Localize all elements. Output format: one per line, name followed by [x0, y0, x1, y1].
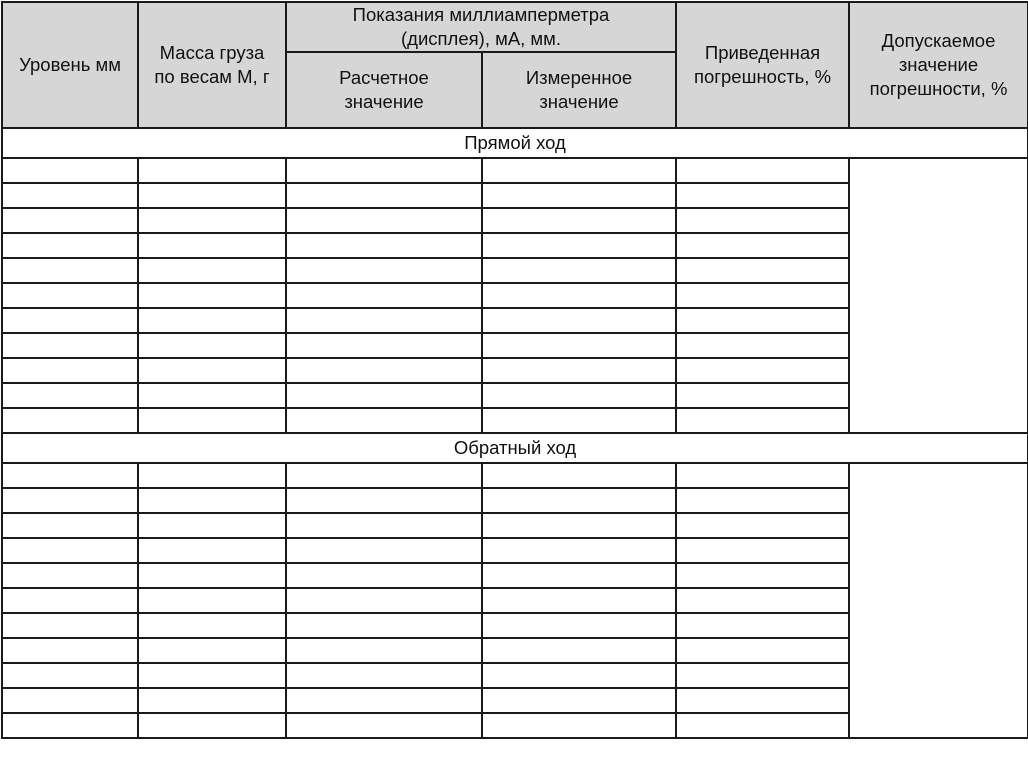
table-cell[interactable]: [482, 283, 676, 308]
table-cell[interactable]: [482, 613, 676, 638]
forward-section: [2, 128, 1028, 433]
table-cell[interactable]: [138, 283, 286, 308]
table-cell[interactable]: [138, 358, 286, 383]
table-cell[interactable]: [2, 358, 138, 383]
table-cell[interactable]: [138, 538, 286, 563]
table-cell[interactable]: [2, 208, 138, 233]
table-cell[interactable]: [286, 538, 482, 563]
table-cell[interactable]: [482, 638, 676, 663]
table-cell[interactable]: [676, 688, 849, 713]
table-cell[interactable]: [2, 563, 138, 588]
table-cell[interactable]: [482, 383, 676, 408]
table-cell[interactable]: [2, 488, 138, 513]
table-cell[interactable]: [676, 638, 849, 663]
table-cell[interactable]: [286, 488, 482, 513]
table-cell[interactable]: [2, 463, 138, 488]
table-cell[interactable]: [286, 688, 482, 713]
table-cell[interactable]: [676, 158, 849, 183]
allowed-error-cell[interactable]: [849, 158, 1028, 433]
table-cell[interactable]: [2, 158, 138, 183]
table-cell[interactable]: [2, 333, 138, 358]
table-cell[interactable]: [286, 158, 482, 183]
table-cell[interactable]: [482, 463, 676, 488]
table-cell[interactable]: [676, 513, 849, 538]
table-cell[interactable]: [138, 488, 286, 513]
table-cell[interactable]: [482, 208, 676, 233]
table-cell[interactable]: [482, 183, 676, 208]
header-allowed-error: Допускаемое значение погрешности, %: [849, 2, 1028, 128]
table-cell[interactable]: [2, 283, 138, 308]
table-cell[interactable]: [482, 563, 676, 588]
table-cell[interactable]: [138, 513, 286, 538]
table-cell[interactable]: [286, 383, 482, 408]
table-cell[interactable]: [676, 713, 849, 738]
table-cell[interactable]: [676, 463, 849, 488]
section-title-forward: Прямой ход: [2, 128, 1028, 158]
table-row: [2, 158, 1028, 183]
table-cell[interactable]: [138, 463, 286, 488]
table-cell[interactable]: [482, 408, 676, 433]
table-cell[interactable]: [286, 613, 482, 638]
measurement-table: [1, 1, 1028, 739]
table-cell[interactable]: [286, 663, 482, 688]
table-cell[interactable]: [2, 613, 138, 638]
table-cell[interactable]: [2, 383, 138, 408]
table-cell[interactable]: [676, 208, 849, 233]
table-cell[interactable]: [286, 513, 482, 538]
table-cell[interactable]: [676, 588, 849, 613]
table-cell[interactable]: [138, 613, 286, 638]
table-cell[interactable]: [138, 663, 286, 688]
table-cell[interactable]: [482, 158, 676, 183]
table-cell[interactable]: [2, 538, 138, 563]
section-title-reverse: Обратный ход: [2, 433, 1028, 463]
table-cell[interactable]: [482, 688, 676, 713]
table-cell[interactable]: [286, 233, 482, 258]
table-cell[interactable]: [138, 208, 286, 233]
table-cell[interactable]: [286, 638, 482, 663]
header-measured: Измеренное значение: [482, 52, 676, 128]
table-cell[interactable]: [676, 333, 849, 358]
table-cell[interactable]: [2, 688, 138, 713]
table-cell[interactable]: [138, 233, 286, 258]
table-cell[interactable]: [2, 183, 138, 208]
table-cell[interactable]: [482, 588, 676, 613]
table-cell[interactable]: [2, 638, 138, 663]
table-cell[interactable]: [286, 183, 482, 208]
table-cell[interactable]: [2, 233, 138, 258]
table-cell[interactable]: [482, 488, 676, 513]
table-row: [2, 463, 1028, 488]
table-cell[interactable]: [138, 258, 286, 283]
table-cell[interactable]: [286, 308, 482, 333]
table-cell[interactable]: [482, 663, 676, 688]
table-cell[interactable]: [482, 358, 676, 383]
table-cell[interactable]: [138, 713, 286, 738]
header-mass: Масса груза по весам М, г: [138, 2, 286, 128]
header-level: Уровень мм: [2, 2, 138, 128]
table-cell[interactable]: [482, 258, 676, 283]
table-cell[interactable]: [286, 588, 482, 613]
table-cell[interactable]: [138, 408, 286, 433]
header-reduced-error: Приведенная погрешность, %: [676, 2, 849, 128]
table-cell[interactable]: [138, 383, 286, 408]
table-cell[interactable]: [676, 488, 849, 513]
table-cell[interactable]: [138, 183, 286, 208]
header-calculated: Расчетное значение: [286, 52, 482, 128]
table-cell[interactable]: [286, 408, 482, 433]
table-cell[interactable]: [286, 358, 482, 383]
table-cell[interactable]: [482, 333, 676, 358]
table-cell[interactable]: [2, 513, 138, 538]
table-cell[interactable]: [138, 333, 286, 358]
table-cell[interactable]: [286, 208, 482, 233]
table-cell[interactable]: [138, 563, 286, 588]
table-cell[interactable]: [286, 713, 482, 738]
table-cell[interactable]: [676, 308, 849, 333]
table-cell[interactable]: [286, 283, 482, 308]
table-cell[interactable]: [2, 663, 138, 688]
table-cell[interactable]: [676, 183, 849, 208]
header-readings-group: Показания миллиамперметра (дисплея), мА, мм.: [286, 2, 676, 52]
table-cell[interactable]: [286, 333, 482, 358]
table-cell[interactable]: [676, 538, 849, 563]
table-cell[interactable]: [138, 638, 286, 663]
table-cell[interactable]: [138, 588, 286, 613]
table-cell[interactable]: [676, 408, 849, 433]
table-cell[interactable]: [2, 713, 138, 738]
table-cell[interactable]: [286, 463, 482, 488]
table-cell[interactable]: [2, 408, 138, 433]
table-cell[interactable]: [676, 663, 849, 688]
table-cell[interactable]: [2, 258, 138, 283]
table-cell[interactable]: [676, 383, 849, 408]
table-cell[interactable]: [676, 233, 849, 258]
table-cell[interactable]: [482, 513, 676, 538]
table-cell[interactable]: [482, 308, 676, 333]
table-cell[interactable]: [482, 538, 676, 563]
table-cell[interactable]: [138, 308, 286, 333]
table-cell[interactable]: [676, 613, 849, 638]
table-cell[interactable]: [138, 688, 286, 713]
table-cell[interactable]: [482, 713, 676, 738]
table-cell[interactable]: [2, 308, 138, 333]
table-cell[interactable]: [676, 358, 849, 383]
table-cell[interactable]: [286, 563, 482, 588]
reverse-section: [2, 433, 1028, 738]
table-cell[interactable]: [2, 588, 138, 613]
table-cell[interactable]: [676, 283, 849, 308]
table-cell[interactable]: [676, 258, 849, 283]
allowed-error-cell[interactable]: [849, 463, 1028, 738]
table-cell[interactable]: [138, 158, 286, 183]
table-cell[interactable]: [286, 258, 482, 283]
table-cell[interactable]: [482, 233, 676, 258]
table-cell[interactable]: [676, 563, 849, 588]
